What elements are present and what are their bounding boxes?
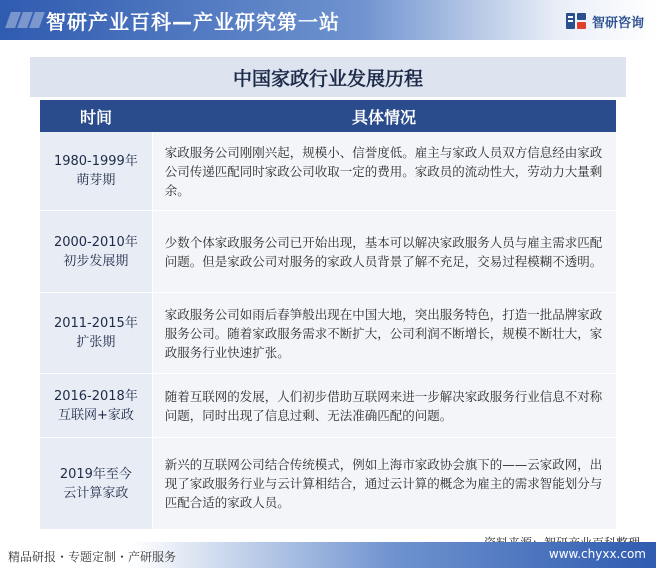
detail-text: 家政服务公司刚刚兴起，规模小、信誉度低。雇主与家政人员双方信息经由家政公司传递匹配同时家政公司收取一定的费用。家政员的流动性大，劳动力大量剩余。 [164, 144, 603, 198]
detail-text: 家政服务公司如雨后春笋般出现在中国大地，突出服务特色，打造一批品牌家政服务公司。随着家政服务需求不断扩大，公司利润不断增长，规模不断壮大，家政服务行业快速扩张。 [164, 306, 603, 360]
services-tagline: 精品研报・专题定制・产研服务 [8, 550, 177, 564]
period-cell [40, 374, 153, 437]
detail-text: 少数个体家政服务公司已开始出现，基本可以解决家政服务人员与雇主需求匹配问题。但是家政公司对服务的家政人员背景了解不充足，交易过程模糊不透明。 [164, 234, 603, 269]
period-cell [40, 132, 153, 210]
brand-name: 智研咨询 [591, 15, 644, 31]
column-header-time: 时间 [79, 107, 112, 127]
bottom-banner [0, 542, 656, 568]
table-row [40, 211, 616, 293]
table-title: 中国家政行业发展历程 [232, 67, 423, 90]
banner-stripes-icon [6, 10, 42, 30]
period-stage: 云计算家政 [63, 485, 129, 501]
period-cell [40, 211, 153, 292]
table-header-row [40, 100, 616, 132]
detail-cell [153, 374, 616, 437]
period-years: 2011-2015年 [53, 316, 138, 331]
table-row [40, 374, 616, 438]
period-stage: 互联网+家政 [57, 407, 134, 423]
detail-text: 新兴的互联网公司结合传统模式，例如上海市家政协会旗下的——云家政网，出现了家政服务行业与云计算相结合，通过云计算的概念为雇主的需求智能划分与匹配合适的家政人员。 [164, 457, 603, 510]
period-years: 2019年至今 [59, 466, 132, 482]
table-row [40, 132, 616, 211]
detail-cell [153, 132, 616, 210]
period-years: 2000-2010年 [53, 234, 138, 250]
period-stage: 萌芽期 [76, 173, 116, 188]
detail-cell [153, 438, 616, 529]
website-url[interactable]: www.chyxx.com [548, 547, 646, 561]
column-header-details: 具体情况 [351, 107, 416, 127]
table-title-band [30, 57, 626, 97]
brand-logo [565, 10, 644, 32]
page-title: 智研产业百科—产业研究第一站 [46, 10, 340, 34]
detail-text: 随着互联网的发展，人们初步借助互联网来进一步解决家政服务行业信息不对称问题，同时出现了信息过剩、无法准确匹配的问题。 [164, 388, 603, 423]
period-stage: 初步发展期 [63, 253, 129, 269]
period-years: 1980-1999年 [53, 154, 138, 169]
detail-cell [153, 211, 616, 292]
detail-cell [153, 293, 616, 373]
period-cell [40, 293, 153, 373]
table-row [40, 293, 616, 374]
period-cell [40, 438, 153, 529]
period-stage: 扩张期 [76, 335, 116, 350]
history-table [40, 100, 616, 530]
top-banner [0, 0, 656, 40]
table-row [40, 438, 616, 530]
period-years: 2016-2018年 [53, 388, 138, 404]
brand-logo-icon [565, 11, 587, 31]
